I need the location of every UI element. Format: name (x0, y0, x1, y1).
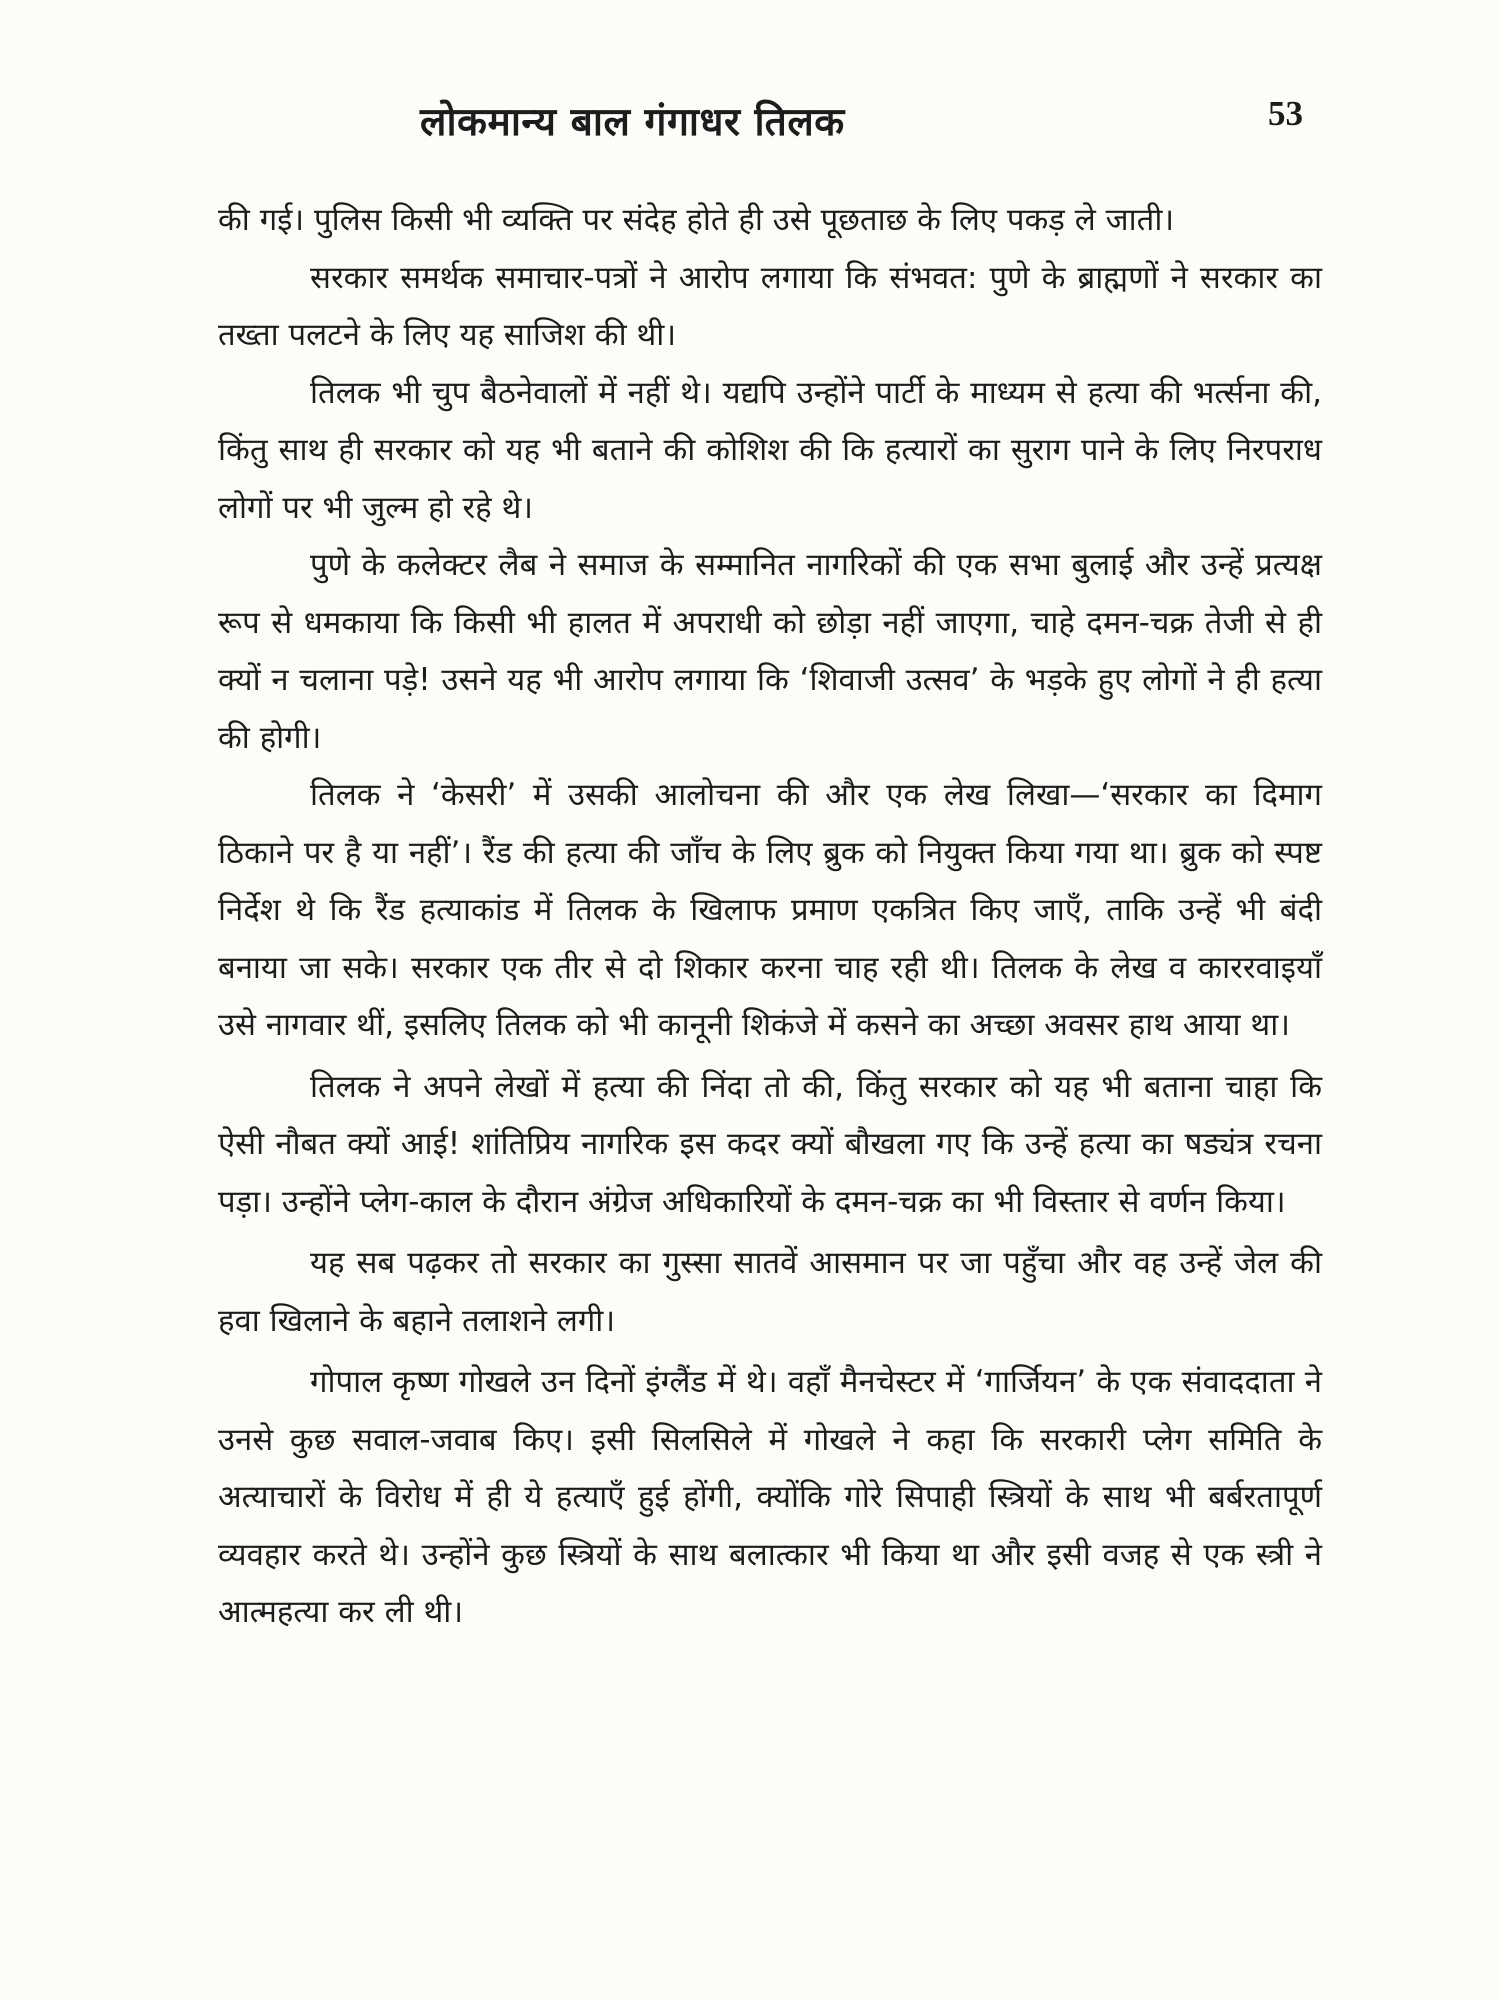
page-number: 53 (1268, 94, 1303, 133)
paragraph-8: गोपाल कृष्ण गोखले उन दिनों इंग्लैंड में थे। वहाँ मैनचेस्टर में ‘गार्जियन’ के एक संवाददाता ने उनसे कुछ सवाल-जवाब किए। इसी सिलसिले में गोखले ने कहा कि सरकारी प्लेग समिति के अत्याचारों के विरोध में ही ये हत्याएँ हुई होंगी, क्योंकि गोरे सिपाही स्त्रियों के साथ भी बर्बरतापूर्ण व्यवहार करते थे। उन्होंने कुछ स्त्रियों के साथ बलात्कार भी किया था और इसी वजह से एक स्त्री ने आत्महत्या कर ली थी। (218, 1364, 1322, 1630)
paragraph-1: की गई। पुलिस किसी भी व्यक्ति पर संदेह होते ही उसे पूछताछ के लिए पकड़ ले जाती। (218, 202, 1175, 238)
paragraph-2: सरकार समर्थक समाचार-पत्रों ने आरोप लगाया कि संभवत: पुणे के ब्राह्मणों ने सरकार का तख्ता पलटने के लिए यह साजिश की थी। (218, 259, 1322, 353)
paragraph-7: यह सब पढ़कर तो सरकार का गुस्सा सातवें आसमान पर जा पहुँचा और वह उन्हें जेल की हवा खिलाने के बहाने तलाशने लगी। (218, 1245, 1322, 1339)
running-head-title: लोकमान्य बाल गंगाधर तिलक (420, 100, 845, 145)
paragraph-4: पुणे के कलेक्टर लैब ने समाज के सम्मानित नागरिकों की एक सभा बुलाई और उन्हें प्रत्यक्ष रूप से धमकाया कि किसी भी हालत में अपराधी को छोड़ा नहीं जाएगा, चाहे दमन-चक्र तेजी से ही क्यों न चलाना पड़े! उसने यह भी आरोप लगाया कि ‘शिवाजी उत्सव’ के भड़के हुए लोगों ने ही हत्या की होगी। (218, 547, 1322, 756)
running-head (0, 94, 1500, 154)
body-text (218, 192, 1322, 1642)
paragraph-3: तिलक भी चुप बैठनेवालों में नहीं थे। यद्यपि उन्होंने पार्टी के माध्यम से हत्या की भर्त्सना की, किंतु साथ ही सरकार को यह भी बताने की कोशिश की कि हत्यारों का सुराग पाने के लिए निरपराध लोगों पर भी जुल्म हो रहे थे। (218, 374, 1322, 526)
paragraph-5: तिलक ने ‘केसरी’ में उसकी आलोचना की और एक लेख लिखा—‘सरकार का दिमाग ठिकाने पर है या नहीं’। रैंड की हत्या की जाँच के लिए ब्रुक को नियुक्त किया गया था। ब्रुक को स्पष्ट निर्देश थे कि रैंड हत्याकांड में तिलक के खिलाफ प्रमाण एकत्रित किए जाएँ, ताकि उन्हें भी बंदी बनाया जा सके। सरकार एक तीर से दो शिकार करना चाह रही थी। तिलक के लेख व काररवाइयाँ उसे नागवार थीं, इसलिए तिलक को भी कानूनी शिकंजे में कसने का अच्छा अवसर हाथ आया था। (218, 777, 1322, 1043)
paragraph-6: तिलक ने अपने लेखों में हत्या की निंदा तो की, किंतु सरकार को यह भी बताना चाहा कि ऐसी नौबत क्यों आई! शांतिप्रिय नागरिक इस कदर क्यों बौखला गए कि उन्हें हत्या का षड्यंत्र रचना पड़ा। उन्होंने प्लेग-काल के दौरान अंग्रेज अधिकारियों के दमन-चक्र का भी विस्तार से वर्णन किया। (218, 1068, 1322, 1220)
